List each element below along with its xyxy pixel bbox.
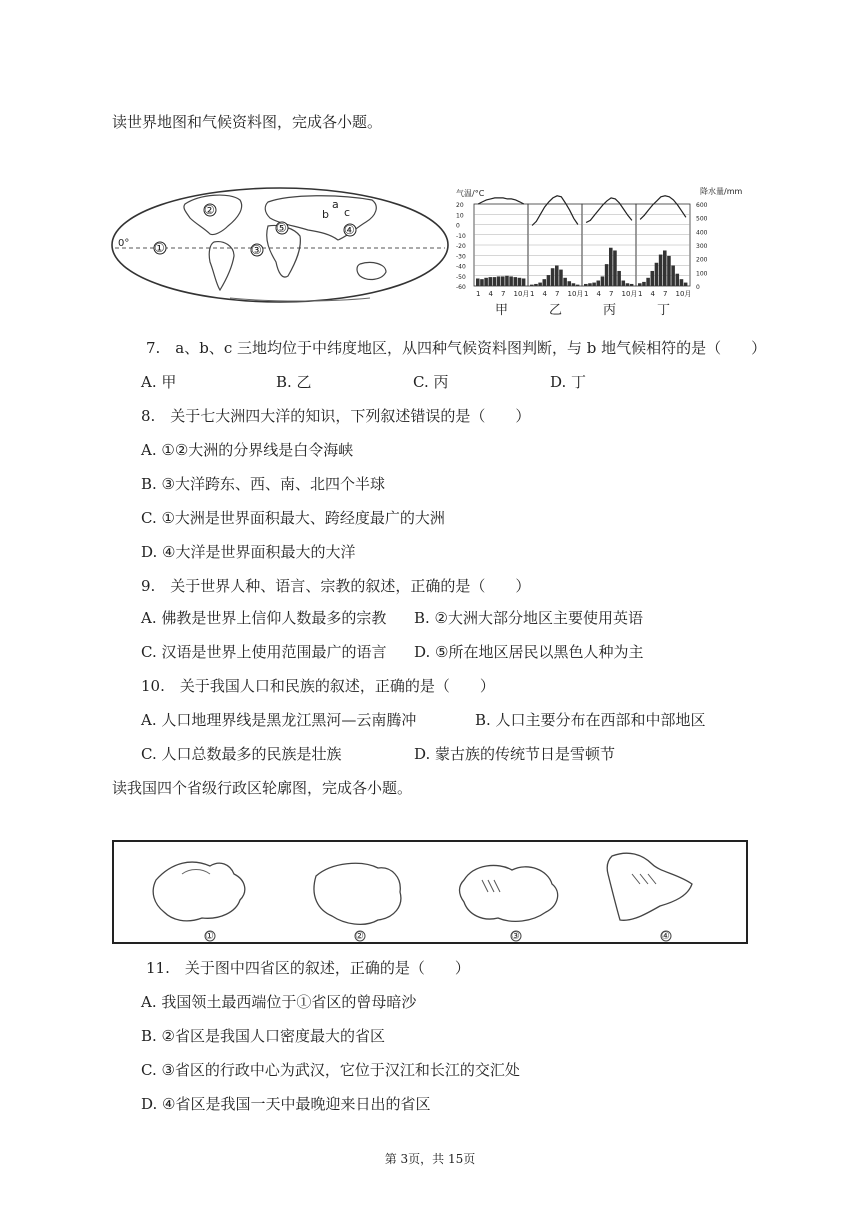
precip-bar	[622, 281, 626, 286]
precip-bar	[642, 282, 646, 286]
precip-bar	[484, 278, 488, 286]
q10-option-a[interactable]: A. 人口地理界线是黑龙江黑河—云南腾冲	[141, 711, 417, 729]
month-tick-label: 7	[555, 290, 560, 298]
precip-bar	[630, 284, 634, 286]
precip-tick-label: 500	[696, 215, 708, 223]
precip-bar	[555, 266, 559, 287]
precip-bar	[617, 271, 621, 286]
month-tick-label: 7	[501, 290, 506, 298]
marker-3: ③	[251, 243, 262, 257]
month-tick-label: 10月	[513, 290, 530, 298]
page-footer: 第 3页，共 15页	[384, 1152, 476, 1166]
precip-tick-label: 600	[696, 202, 708, 209]
precip-tick-label: 200	[696, 256, 708, 264]
precip-bar	[659, 255, 663, 286]
temp-tick-label: 10	[456, 212, 464, 220]
letter-b: b	[322, 208, 329, 221]
letter-c: c	[344, 206, 351, 219]
q7-stem: 7. a、b、c 三地均位于中纬度地区，从四种气候资料图判断，与 b 地气候相符的是（ ）	[146, 339, 767, 357]
precip-bar	[497, 276, 501, 286]
q8-option-c[interactable]: C. ①大洲是世界面积最大、跨经度最广的大洲	[141, 509, 445, 527]
temp-axis-label: 气温/°C	[456, 189, 485, 198]
q9-stem: 9. 关于世界人种、语言、宗教的叙述，正确的是（ ）	[141, 577, 531, 595]
precip-bar	[663, 250, 667, 286]
precip-bar	[493, 277, 497, 286]
precip-bar	[676, 274, 680, 286]
q7-option-c[interactable]: C. 丙	[413, 373, 449, 391]
precip-tick-label: 400	[696, 229, 708, 237]
month-tick-label: 1	[476, 290, 481, 298]
province-outlines	[112, 840, 748, 946]
precip-bar	[605, 264, 609, 286]
temp-tick-label: -60	[456, 284, 466, 291]
precip-tick-label: 100	[696, 270, 708, 278]
marker-5: ⑤	[276, 221, 287, 235]
q7-option-b[interactable]: B. 乙	[276, 373, 312, 391]
temp-tick-label: -30	[456, 253, 466, 261]
q10-stem: 10. 关于我国人口和民族的叙述，正确的是（ ）	[141, 677, 495, 695]
province-label-1: ①	[205, 931, 214, 942]
temp-curve	[532, 196, 578, 226]
climate-panel-label: 甲	[495, 303, 509, 318]
temp-tick-label: -40	[456, 263, 466, 271]
precip-bar	[671, 266, 675, 287]
temp-tick-label: -20	[456, 243, 466, 250]
precip-axis-label: 降水量/mm	[700, 187, 743, 196]
month-tick-label: 10月	[567, 290, 584, 298]
q9-option-d[interactable]: D. ⑤所在地区居民以黑色人种为主	[414, 643, 644, 661]
precip-bar	[576, 285, 580, 286]
q11-option-a[interactable]: A. 我国领土最西端位于①省区的曾母暗沙	[141, 993, 417, 1011]
month-tick-label: 7	[663, 290, 668, 298]
precip-tick-label: 300	[696, 243, 708, 250]
precip-bar	[559, 270, 563, 286]
precip-bar	[476, 278, 480, 286]
climate-charts	[452, 186, 752, 320]
precip-bar	[626, 283, 630, 286]
q11-option-d[interactable]: D. ④省区是我国一天中最晚迎来日出的省区	[141, 1095, 431, 1113]
climate-panel-label: 丙	[603, 303, 617, 318]
precip-bar	[592, 283, 596, 286]
world-map	[110, 186, 450, 304]
month-tick-label: 7	[609, 290, 614, 298]
precip-bar	[651, 271, 655, 286]
q11-option-b[interactable]: B. ②省区是我国人口密度最大的省区	[141, 1027, 386, 1045]
precip-bar	[480, 279, 484, 286]
temp-tick-label: 0	[456, 222, 460, 230]
temp-tick-label: -50	[456, 273, 466, 281]
precip-bar	[601, 276, 605, 286]
precip-tick-label: 0	[696, 284, 700, 291]
q7-option-a[interactable]: A. 甲	[141, 373, 177, 391]
temp-tick-label: 20	[456, 202, 464, 209]
precip-bar	[680, 279, 684, 286]
precip-bar	[646, 278, 650, 286]
precip-bar	[522, 278, 526, 286]
precip-bar	[563, 278, 567, 286]
climate-panel-label: 乙	[549, 303, 563, 318]
q7-option-d[interactable]: D. 丁	[550, 373, 587, 391]
precip-bar	[505, 276, 509, 286]
q11-stem: 11. 关于图中四省区的叙述，正确的是（ ）	[146, 959, 470, 977]
marker-2: ②	[204, 203, 215, 217]
precip-bar	[509, 276, 513, 286]
precip-bar	[572, 283, 576, 286]
precip-bar	[613, 250, 617, 286]
province-label-3: ③	[511, 931, 520, 942]
precip-bar	[501, 276, 505, 286]
month-tick-label: 10月	[621, 290, 638, 298]
month-tick-label: 4	[596, 290, 601, 298]
letter-a: a	[332, 198, 339, 211]
climate-panel-label: 丁	[657, 303, 671, 318]
precip-bar	[551, 268, 555, 286]
q9-option-c[interactable]: C. 汉语是世界上使用范围最广的语言	[141, 643, 387, 661]
temp-curve	[640, 196, 686, 220]
precip-bar	[568, 281, 572, 286]
month-tick-label: 10月	[675, 290, 692, 298]
month-tick-label: 4	[542, 290, 547, 298]
precip-bar	[518, 278, 522, 286]
q9-option-b[interactable]: B. ②大洲大部分地区主要使用英语	[414, 609, 644, 627]
month-tick-label: 1	[530, 290, 535, 298]
month-tick-label: 1	[584, 290, 589, 298]
month-tick-label: 4	[650, 290, 655, 298]
marker-1: ①	[154, 241, 165, 255]
temp-tick-label: -10	[456, 232, 466, 240]
province-label-2: ②	[355, 931, 364, 942]
q11-option-c[interactable]: C. ③省区的行政中心为武汉，它位于汉江和长江的交汇处	[141, 1061, 520, 1079]
precip-bar	[543, 279, 547, 286]
q10-option-c[interactable]: C. 人口总数最多的民族是壮族	[141, 745, 342, 763]
precip-bar	[534, 284, 538, 286]
precip-bar	[514, 277, 518, 286]
precip-bar	[538, 283, 542, 286]
q8-option-b[interactable]: B. ③大洋跨东、西、南、北四个半球	[141, 475, 386, 493]
precip-bar	[588, 283, 592, 286]
month-tick-label: 1	[638, 290, 643, 298]
precip-bar	[638, 283, 642, 286]
q8-option-a[interactable]: A. ①②大洲的分界线是白令海峡	[141, 441, 354, 459]
province-label-4: ④	[661, 931, 670, 942]
q8-option-d[interactable]: D. ④大洋是世界面积最大的大洋	[141, 543, 356, 561]
precip-bar	[547, 275, 551, 286]
temp-curve	[478, 198, 524, 204]
precip-bar	[684, 283, 688, 286]
precip-bar	[489, 277, 493, 286]
marker-4: ④	[344, 223, 355, 237]
precip-bar	[530, 285, 534, 286]
precip-bar	[609, 248, 613, 286]
precip-bar	[584, 284, 588, 286]
q10-option-d[interactable]: D. 蒙古族的传统节日是雪顿节	[414, 745, 616, 763]
temp-curve	[586, 198, 632, 223]
q9-option-a[interactable]: A. 佛教是世界上信仰人数最多的宗教	[141, 609, 387, 627]
precip-bar	[655, 263, 659, 286]
precip-bar	[597, 281, 601, 286]
q8-stem: 8. 关于七大洲四大洋的知识，下列叙述错误的是（ ）	[141, 407, 531, 425]
q10-option-b[interactable]: B. 人口主要分布在西部和中部地区	[475, 711, 706, 729]
intro-text-2: 读我国四个省级行政区轮廓图，完成各小题。	[112, 779, 413, 797]
intro-text-1: 读世界地图和气候资料图，完成各小题。	[112, 113, 383, 131]
equator-label: 0°	[118, 238, 130, 249]
month-tick-label: 4	[488, 290, 493, 298]
precip-bar	[667, 256, 671, 286]
